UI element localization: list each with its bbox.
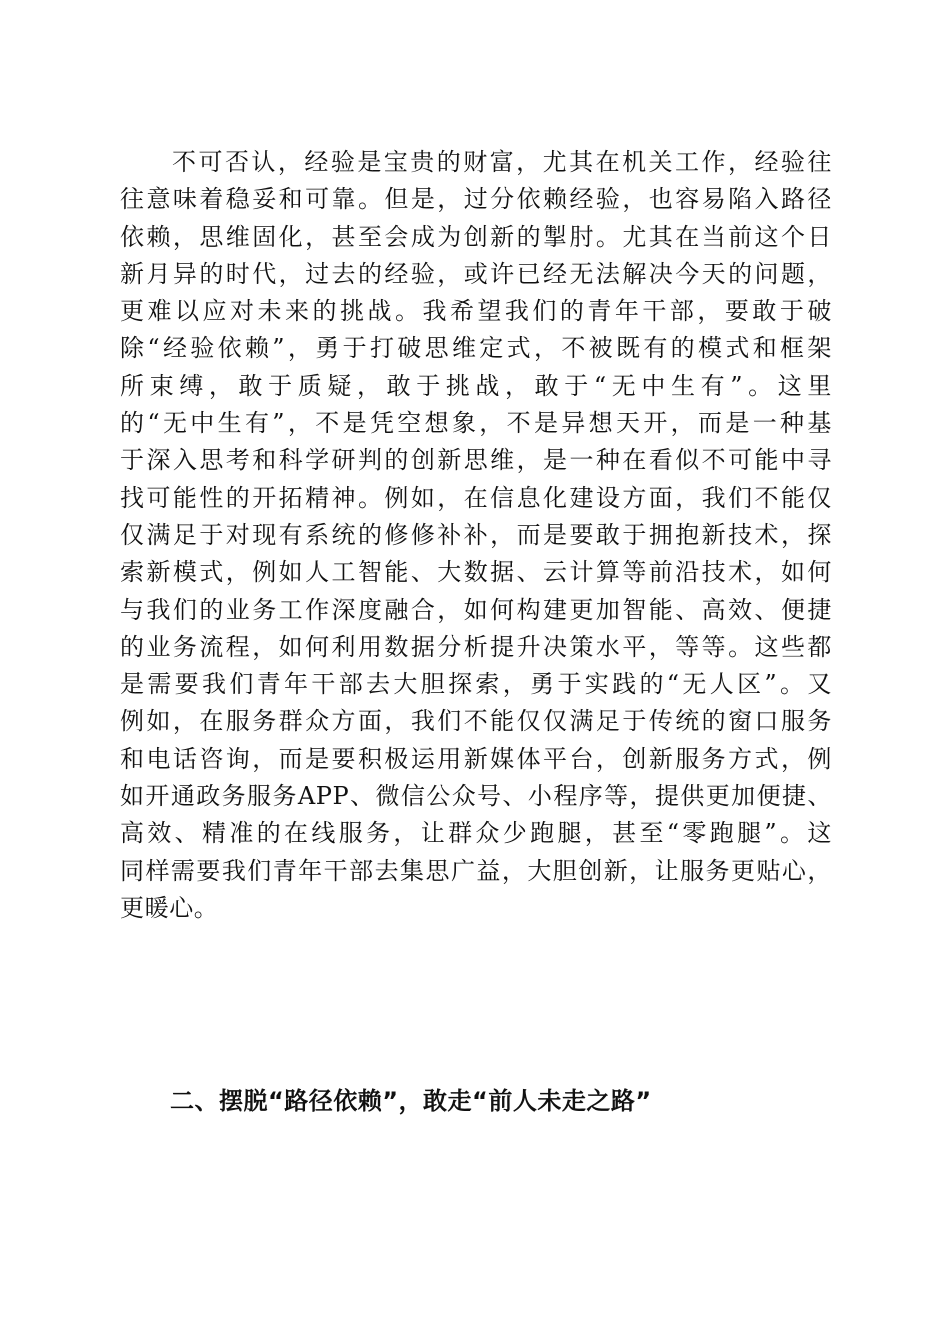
paragraph-line: 不可否认，经验是宝贵的财富，尤其在机关工作，经验往: [172, 148, 832, 176]
paragraph-line: 新月异的时代，过去的经验，或许已经无法解决今天的问题，: [120, 259, 832, 288]
paragraph-line: 如开通政务服务APP、微信公众号、小程序等，提供更加便捷、: [120, 782, 832, 811]
paragraph-line: 于深入思考和科学研判的创新思维，是一种在看似不可能中寻: [120, 446, 832, 475]
paragraph-line: 高效、精准的在线服务，让群众少跑腿，甚至“零跑腿”。这: [120, 819, 832, 848]
paragraph-line: 是需要我们青年干部去大胆探索，勇于实践的“无人区”。又: [120, 670, 832, 699]
paragraph-line: 往意味着稳妥和可靠。但是，过分依赖经验，也容易陷入路径: [120, 185, 832, 214]
paragraph-line: 找可能性的开拓精神。例如，在信息化建设方面，我们不能仅: [120, 483, 832, 512]
paragraph-line: 和电话咨询，而是要积极运用新媒体平台，创新服务方式，例: [120, 744, 832, 773]
paragraph-line: 的“无中生有”，不是凭空想象，不是异想天开，而是一种基: [120, 409, 832, 438]
paragraph-line: 的业务流程，如何利用数据分析提升决策水平，等等。这些都: [120, 632, 832, 661]
paragraph-line: 更难以应对未来的挑战。我希望我们的青年干部，要敢于破: [120, 297, 832, 326]
paragraph-line: 所束缚，敢于质疑，敢于挑战，敢于“无中生有”。这里: [120, 371, 832, 400]
paragraph-line: 与我们的业务工作深度融合，如何构建更加智能、高效、便捷: [120, 595, 832, 624]
paragraph-line: 依赖，思维固化，甚至会成为创新的掣肘。尤其在当前这个日: [120, 222, 832, 251]
paragraph-line: 例如，在服务群众方面，我们不能仅仅满足于传统的窗口服务: [120, 707, 832, 736]
paragraph-line: 仅满足于对现有系统的修修补补，而是要敢于拥抱新技术，探: [120, 520, 832, 549]
paragraph-line: 更暖心。: [120, 893, 219, 922]
paragraph-line: 索新模式，例如人工智能、大数据、云计算等前沿技术，如何: [120, 558, 832, 587]
paragraph-experience: [120, 144, 832, 927]
body-paragraph: [120, 144, 832, 927]
section-heading: 二、摆脱“路径依赖”，敢走“前人未走之路”: [170, 1087, 652, 1115]
paragraph-line: 同样需要我们青年干部去集思广益，大胆创新，让服务更贴心，: [120, 856, 832, 885]
paragraph-line: 除“经验依赖”，勇于打破思维定式，不被既有的模式和框架: [120, 334, 832, 363]
